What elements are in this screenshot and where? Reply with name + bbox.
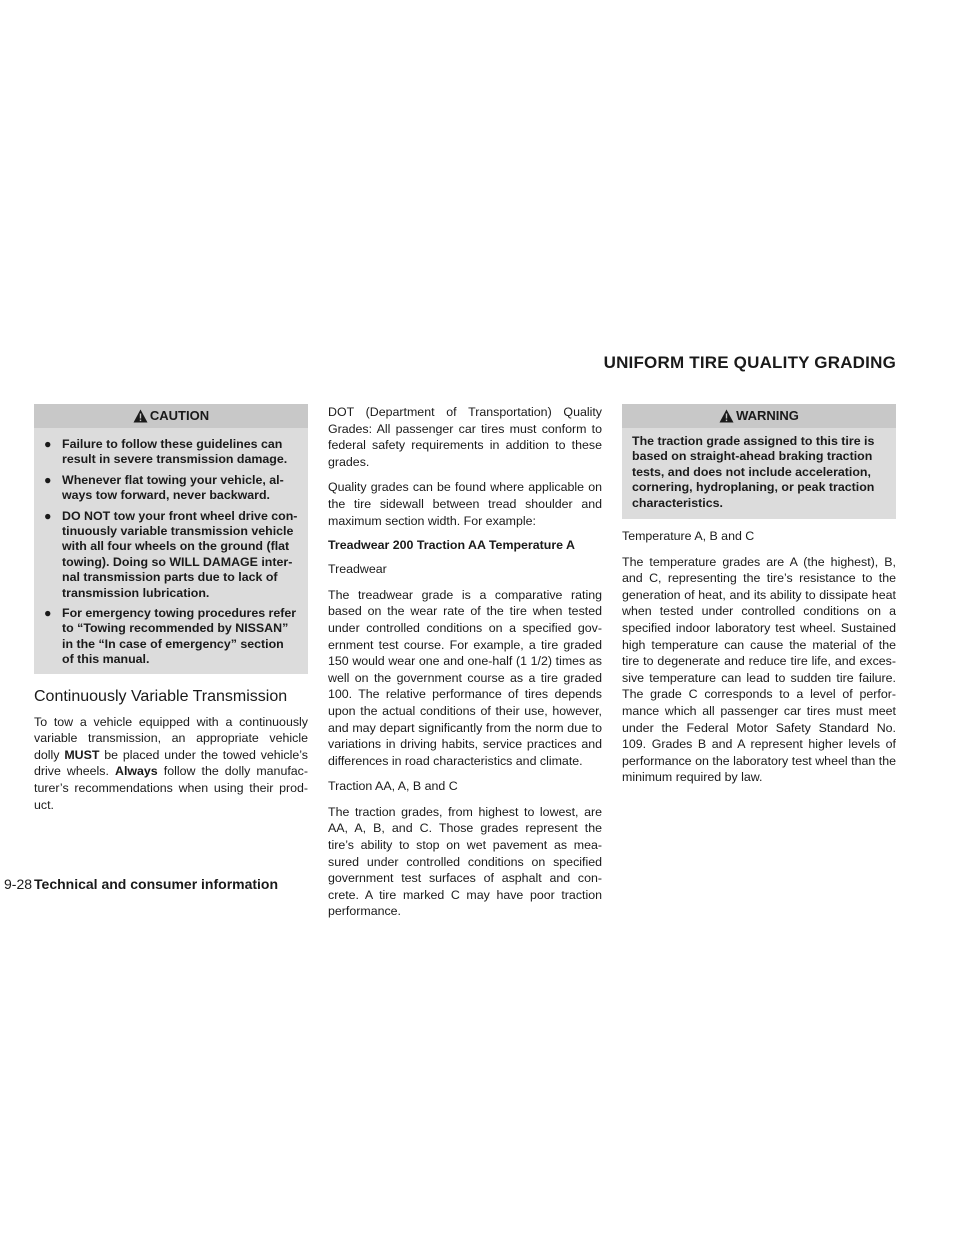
caution-box [34,404,308,674]
treadwear-heading: Treadwear [328,562,387,577]
example-grade: Treadwear 200 Traction AA Temperature A [328,538,575,553]
caution-item: ● DO NOT tow your front wheel drive con- tinuously variable transmission vehicle with all four wheels on the ground (flat towing). Doing so WILL DAMAGE inter- nal transmission parts due to lack of transmission lubrication. [44,508,298,600]
caution-item: ● Whenever flat towing your vehicle, al- ways tow forward, never backward. [44,472,284,503]
page-number: 9-28 [4,876,33,892]
location-paragraph: Quality grades can be found where applicable on the tire sidewall between tread shoulder and maximum section width. For example: [328,480,602,528]
traction-paragraph: The traction grades, from highest to lowest, are AA, A, B, and C. Those grades represent the tire’s ability to stop on wet pavement as mea- sured under controlled conditions on specified government test surfaces of asphalt and con- crete. A tire marked C may have poor traction performance. [328,804,602,919]
section-title: UNIFORM TIRE QUALITY GRADING [603,353,896,372]
warning-heading: WARNING [736,408,799,423]
caution-header [34,404,308,428]
temperature-paragraph: The temperature grades are A (the highest), B, and C, representing the tire’s resistance to the generation of heat, and its ability to dissipate heat when tested under controlled conditions on a specified indoor laboratory test wheel. Sustained high temperature can cause the material of the tire to degenerate and reduce tire life, and exces- sive temperature can lead to sudden tire failure. The grade C corresponds to a level of perfor- mance which all passenger car tires must meet under the Federal Motor Safety Standard No. 109. Grades B and A represent higher levels of performance on the laboratory test wheel than the minimum required by law. [622,554,896,785]
caution-heading: CAUTION [149,408,210,423]
temperature-heading: Temperature A, B and C [622,529,755,544]
caution-item: ● For emergency towing procedures refer to “Towing recommended by NISSAN” in the “In case of emergency” section of this manual. [44,606,297,667]
treadwear-paragraph: The treadwear grade is a comparative rating based on the wear rate of the tire when tested under controlled conditions on a specified gov- ernment test course. For example, a tire graded 150 would wear one and one-half (1 1/2) times as well on the government course as a tire graded 100. The relative performance of tires depends upon the actual conditions of their use, however, and may depart significantly from the norm due to variations in driving habits, service practices and differences in road characteristics and climate. [328,587,602,768]
page-footer [4,876,278,892]
cvt-heading: Continuously Variable Transmission [34,687,288,705]
warning-triangle-icon [719,407,734,431]
warning-text: The traction grade assigned to this tire is based on straight-ahead braking traction tests, and does not include acceleration, cornering, hydroplaning, or peak traction characteristics. [632,434,875,510]
caution-item: ● Failure to follow these guidelines can result in severe transmission damage. [44,437,288,467]
traction-heading: Traction AA, A, B and C [328,779,458,794]
caution-body [34,428,308,674]
column-3 [622,404,896,795]
warning-box [622,404,896,519]
warning-triangle-icon [133,407,148,431]
warning-header [622,404,896,428]
column-1 [34,404,308,822]
chapter-title: Technical and consumer information [34,876,279,892]
warning-body [622,428,896,519]
cvt-paragraph: To tow a vehicle equipped with a continuously variable transmission, an appropriate vehicle dolly MUST be placed under the towed vehicle’s drive wheels. Always follow the dolly manufac- turer’s recommendations when using their prod- uct. [34,714,308,812]
column-2 [328,404,602,929]
dot-paragraph: DOT (Department of Transportation) Quality Grades: All passenger car tires must conform to federal safety requirements in addition to these grades. [328,405,602,469]
